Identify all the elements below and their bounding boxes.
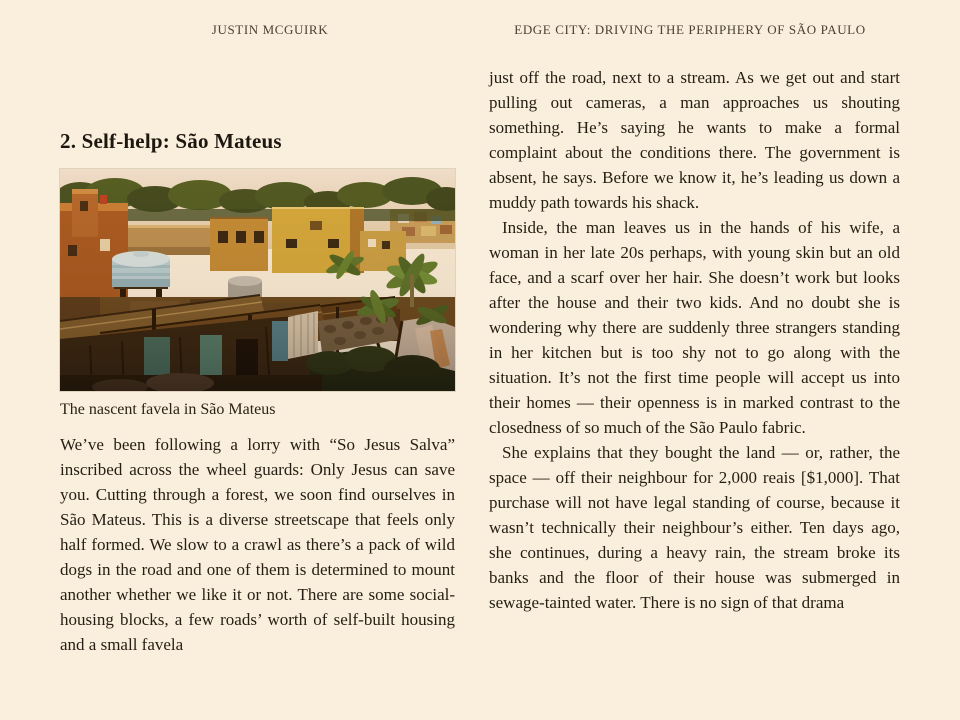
- body-paragraph-right-1: just off the road, next to a stream. As we get out and start pulling out cameras, a man approaches us shouting something. He’s saying he wants to make a formal complaint about the conditions there. The government is absent, he says. Before we know it, he’s leading us down a muddy path towards his shack.: [489, 68, 900, 212]
- body-paragraph-right-3: She explains that they bought the land — or, rather, the space — off their neighbour for 2,000 reais [$1,000]. That purchase will not have legal standing of course, because it wasn’t technically their neighbour’s either. Ten days ago, she continues, during a heavy rain, the stream broke its banks and the floor of their house was submerged in sewage-tainted water. There is no sign of that drama: [489, 443, 900, 612]
- photo-caption: The nascent favela in São Mateus: [60, 401, 276, 418]
- favela-photo-illustration: [60, 169, 455, 391]
- header-author: JUSTIN MCGUIRK: [211, 22, 329, 37]
- chapter-heading: 2. Self-help: São Mateus: [60, 129, 282, 153]
- body-paragraph-left: We’ve been following a lorry with “So Jesus Salva” inscribed across the wheel guards: Only Jesus can save you. Cutting through a forest, we soon find ourselves in São Mateus. This is a diverse streetscape that feels only half formed. We slow to a crawl as there’s a pack of wild dogs in the road and one of them is determined to mount another whether we like it or not. There are some social-housing blocks, a few roads’ worth of self-built housing and a small favela: [60, 435, 455, 654]
- favela-photo: [60, 169, 455, 391]
- photo-warm-overlay: [60, 169, 455, 391]
- right-page-column: [489, 62, 900, 686]
- running-header: [60, 22, 900, 38]
- header-book-title: EDGE CITY: DRIVING THE PERIPHERY OF SÃO PAULO: [514, 22, 866, 37]
- body-paragraph-right-2: Inside, the man leaves us in the hands of his wife, a woman in her late 20s perhaps, with young skin but an old face, and a scarf over her hair. She doesn’t work but looks after the house and their two kids. And no doubt she is wondering why there are suddenly three strangers standing in her kitchen but is too shy not to go along with the situation. It’s not the first time people will accept us into their homes — their openness is in marked contrast to the closedness of so much of the São Paulo fabric.: [489, 218, 900, 437]
- left-page-column: [60, 62, 455, 686]
- page-columns: [60, 62, 900, 686]
